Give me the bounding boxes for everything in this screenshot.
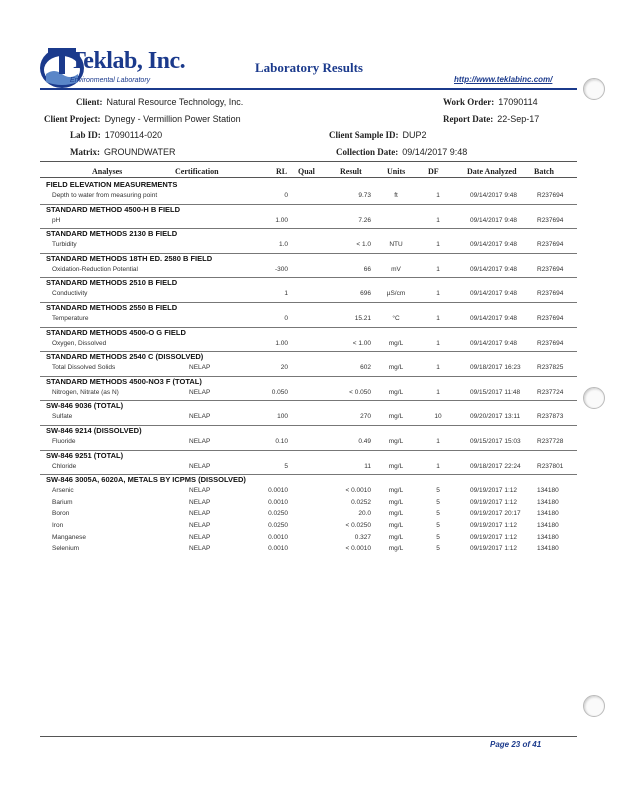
units-cell: mg/L xyxy=(388,462,404,470)
date-analyzed-cell: 09/14/2017 9:48 xyxy=(470,339,517,347)
analyte-cell: Depth to water from measuring point xyxy=(52,192,158,199)
section-title: SW-846 9214 (DISSOLVED) xyxy=(46,426,142,435)
df-cell: 1 xyxy=(436,364,440,372)
rl-cell: 0 xyxy=(284,315,288,322)
units-cell: mg/L xyxy=(388,388,404,396)
units-cell: ft xyxy=(394,192,398,199)
rl-cell: 1 xyxy=(284,290,288,298)
client-value: Natural Resource Technology, Inc. xyxy=(106,97,244,107)
rl-cell: 0.050 xyxy=(271,388,288,396)
page-title: Laboratory Results xyxy=(255,60,363,75)
analyte-cell: pH xyxy=(52,216,61,224)
df-cell: 1 xyxy=(436,192,440,199)
analyte-cell: Arsenic xyxy=(52,487,74,495)
batch-cell: R237694 xyxy=(537,241,564,249)
website-link[interactable]: http://www.teklabinc.com/ xyxy=(454,75,553,84)
section-title: SW-846 3005A, 6020A, METALS BY ICPMS (DISSOLVED) xyxy=(46,475,246,485)
header-rule xyxy=(40,88,577,90)
section-title: SW-846 9036 (TOTAL) xyxy=(46,401,124,411)
df-cell: 5 xyxy=(436,533,440,541)
units-cell: mg/L xyxy=(388,364,404,372)
client-sample-id-field xyxy=(329,130,427,140)
logo-subtitle: Environmental Laboratory xyxy=(70,77,151,84)
result-cell: < 0.0250 xyxy=(345,522,371,529)
section-title: STANDARD METHOD 4500-H B FIELD xyxy=(46,204,181,214)
col-qual: Qual xyxy=(298,167,315,176)
client-sample-id-label: Client Sample ID: xyxy=(329,130,399,140)
units-cell: mV xyxy=(391,265,401,273)
work-order-label: Work Order: xyxy=(443,97,495,107)
rl-cell: 20 xyxy=(280,364,288,372)
analyte-cell: Fluoride xyxy=(52,438,76,445)
units-cell: mg/L xyxy=(388,510,404,518)
col-df: DF xyxy=(428,167,439,176)
units-cell: mg/L xyxy=(388,413,404,421)
rl-cell: 0.0010 xyxy=(268,545,288,553)
result-cell: 11 xyxy=(364,462,371,470)
df-cell: 1 xyxy=(436,462,440,470)
analyte-cell: Temperature xyxy=(52,315,89,322)
result-cell: 20.0 xyxy=(358,510,371,518)
date-analyzed-cell: 09/19/2017 1:12 xyxy=(470,533,517,541)
punch-hole xyxy=(583,387,605,409)
analyte-cell: Selenium xyxy=(52,545,80,553)
analyte-cell: Barium xyxy=(52,498,73,506)
work-order-value: 17090114 xyxy=(498,97,538,107)
certification-cell: NELAP xyxy=(189,438,211,445)
collection-date-field xyxy=(336,147,467,157)
batch-cell: R237825 xyxy=(537,364,564,372)
date-analyzed-cell: 09/14/2017 9:48 xyxy=(470,290,517,298)
df-cell: 5 xyxy=(436,545,440,553)
matrix-label: Matrix: xyxy=(70,147,100,157)
col-analyses: Analyses xyxy=(92,167,123,176)
project-label: Client Project: xyxy=(44,114,101,124)
result-cell: < 1.00 xyxy=(352,339,371,347)
analyte-cell: Nitrogen, Nitrate (as N) xyxy=(52,388,119,396)
punch-hole xyxy=(583,695,605,717)
result-cell: 0.49 xyxy=(358,438,371,445)
df-cell: 1 xyxy=(436,216,440,224)
certification-cell: NELAP xyxy=(189,533,211,541)
rl-cell: 1.00 xyxy=(275,339,288,347)
rl-cell: 0.0010 xyxy=(268,533,288,541)
certification-cell: NELAP xyxy=(189,388,211,396)
analyte-cell: Oxygen, Dissolved xyxy=(52,339,107,347)
collection-date-label: Collection Date: xyxy=(336,147,399,157)
batch-cell: R237694 xyxy=(537,339,564,347)
rl-cell: 0.10 xyxy=(275,438,288,445)
section-title: STANDARD METHODS 18TH ED. 2580 B FIELD xyxy=(46,253,213,263)
certification-cell: NELAP xyxy=(189,413,211,421)
project-field xyxy=(44,114,241,124)
df-cell: 1 xyxy=(436,290,440,298)
result-cell: < 0.050 xyxy=(349,388,371,396)
date-analyzed-cell: 09/20/2017 13:11 xyxy=(470,413,521,421)
analyte-cell: Boron xyxy=(52,510,70,518)
result-cell: < 0.0010 xyxy=(345,545,371,553)
col-batch: Batch xyxy=(534,167,554,176)
result-cell: 696 xyxy=(360,290,371,298)
client-sample-id-value: DUP2 xyxy=(402,130,427,140)
certification-cell: NELAP xyxy=(189,522,211,529)
rl-cell: -300 xyxy=(274,265,288,273)
df-cell: 1 xyxy=(436,339,440,347)
units-cell: °C xyxy=(392,315,400,322)
col-certification: Certification xyxy=(175,167,219,176)
lab-id-value: 17090114-020 xyxy=(104,130,163,140)
certification-cell: NELAP xyxy=(189,498,211,506)
units-cell: mg/L xyxy=(388,487,404,495)
batch-cell: R237694 xyxy=(537,216,564,224)
report-date-value: 22-Sep-17 xyxy=(497,114,540,124)
units-cell: mg/L xyxy=(388,438,404,445)
batch-cell: R237694 xyxy=(537,265,564,273)
units-cell: mg/L xyxy=(388,339,404,347)
analyte-cell: Iron xyxy=(52,522,64,529)
result-cell: 7.26 xyxy=(358,216,371,224)
date-analyzed-cell: 09/14/2017 9:48 xyxy=(470,265,517,273)
analyte-cell: Total Dissolved Solids xyxy=(52,364,116,372)
column-header-rule xyxy=(40,177,577,178)
rl-cell: 0.0250 xyxy=(268,510,288,518)
rl-cell: 100 xyxy=(277,413,288,421)
date-analyzed-cell: 09/19/2017 20:17 xyxy=(470,510,521,518)
batch-cell: R237801 xyxy=(537,462,564,470)
section-title: STANDARD METHODS 2130 B FIELD xyxy=(46,229,178,239)
batch-cell: R237694 xyxy=(537,315,564,322)
result-cell: 0.327 xyxy=(354,533,371,541)
report-date-field xyxy=(443,114,539,124)
result-cell: 602 xyxy=(360,364,371,372)
rl-cell: 5 xyxy=(284,462,288,470)
analyte-cell: Chloride xyxy=(52,462,77,470)
section-title: STANDARD METHODS 4500-NO3 F (TOTAL) xyxy=(46,376,202,386)
result-cell: < 0.0010 xyxy=(345,487,371,495)
col-rl: RL xyxy=(276,167,288,176)
lab-id-label: Lab ID: xyxy=(70,130,101,140)
df-cell: 1 xyxy=(436,388,440,396)
batch-cell: 134180 xyxy=(537,533,559,541)
certification-cell: NELAP xyxy=(189,364,211,372)
result-cell: 270 xyxy=(360,413,371,421)
units-cell: NTU xyxy=(389,241,403,249)
rl-cell: 0.0010 xyxy=(268,487,288,495)
footer-rule xyxy=(40,736,577,737)
section-title: SW-846 9251 (TOTAL) xyxy=(46,450,124,460)
date-analyzed-cell: 09/19/2017 1:12 xyxy=(470,545,517,553)
batch-cell: 134180 xyxy=(537,545,559,553)
analyte-cell: Manganese xyxy=(52,533,86,541)
result-cell: 66 xyxy=(363,265,371,273)
units-cell: mg/L xyxy=(388,522,404,529)
col-result: Result xyxy=(340,167,362,176)
df-cell: 1 xyxy=(436,315,440,322)
certification-cell: NELAP xyxy=(189,487,211,495)
section-title: STANDARD METHODS 2510 B FIELD xyxy=(46,278,178,288)
batch-cell: R237873 xyxy=(537,413,564,421)
date-analyzed-cell: 09/14/2017 9:48 xyxy=(470,192,517,199)
matrix-field xyxy=(70,147,175,157)
batch-cell: R237694 xyxy=(537,290,564,298)
collection-date-value: 09/14/2017 9:48 xyxy=(402,147,468,157)
date-analyzed-cell: 09/19/2017 1:12 xyxy=(470,522,517,529)
section-title: FIELD ELEVATION MEASUREMENTS xyxy=(46,180,178,189)
rl-cell: 1.0 xyxy=(278,241,288,249)
page-number: Page 23 of 41 xyxy=(490,740,542,749)
certification-cell: NELAP xyxy=(189,510,211,518)
analyte-cell: Conductivity xyxy=(52,290,88,298)
result-cell: 15.21 xyxy=(354,315,371,322)
units-cell: µS/cm xyxy=(386,290,406,298)
punch-hole xyxy=(583,78,605,100)
batch-cell: R237724 xyxy=(537,388,564,396)
result-cell: 0.0252 xyxy=(351,498,371,506)
client-field xyxy=(76,97,243,107)
batch-cell: 134180 xyxy=(537,498,559,506)
units-cell: mg/L xyxy=(388,545,404,553)
col-date-analyzed: Date Analyzed xyxy=(467,167,517,176)
df-cell: 1 xyxy=(436,438,440,445)
info-rule xyxy=(40,161,577,162)
df-cell: 10 xyxy=(434,413,442,421)
section-title: STANDARD METHODS 2550 B FIELD xyxy=(46,303,178,312)
logo-text: Teklab, Inc. xyxy=(70,48,186,74)
date-analyzed-cell: 09/18/2017 22:24 xyxy=(470,462,521,470)
certification-cell: NELAP xyxy=(189,462,211,470)
matrix-value: GROUNDWATER xyxy=(103,147,176,157)
rl-cell: 0 xyxy=(284,192,288,199)
date-analyzed-cell: 09/14/2017 9:48 xyxy=(470,216,517,224)
df-cell: 5 xyxy=(436,487,440,495)
rl-cell: 1.00 xyxy=(275,216,288,224)
report-date-label: Report Date: xyxy=(443,114,494,124)
analyte-cell: Sulfate xyxy=(52,413,73,421)
df-cell: 1 xyxy=(436,265,440,273)
batch-cell: 134180 xyxy=(537,510,559,518)
date-analyzed-cell: 09/18/2017 16:23 xyxy=(470,364,521,372)
df-cell: 5 xyxy=(436,510,440,518)
section-title: STANDARD METHODS 2540 C (DISSOLVED) xyxy=(46,352,204,362)
section-title: STANDARD METHODS 4500-O G FIELD xyxy=(46,327,186,337)
df-cell: 5 xyxy=(436,498,440,506)
batch-cell: R237728 xyxy=(537,438,564,445)
result-cell: < 1.0 xyxy=(356,241,371,249)
client-label: Client: xyxy=(76,97,103,107)
date-analyzed-cell: 09/19/2017 1:12 xyxy=(470,487,517,495)
certification-cell: NELAP xyxy=(189,545,211,553)
batch-cell: 134180 xyxy=(537,522,559,529)
df-cell: 5 xyxy=(436,522,440,529)
lab-id-field xyxy=(70,130,162,140)
df-cell: 1 xyxy=(436,241,440,249)
date-analyzed-cell: 09/14/2017 9:48 xyxy=(470,315,517,322)
date-analyzed-cell: 09/19/2017 1:12 xyxy=(470,498,517,506)
analyte-cell: Oxidation-Reduction Potential xyxy=(52,265,138,273)
units-cell: mg/L xyxy=(388,533,404,541)
batch-cell: R237694 xyxy=(537,192,564,199)
date-analyzed-cell: 09/14/2017 9:48 xyxy=(470,241,517,249)
rl-cell: 0.0250 xyxy=(268,522,288,529)
work-order-field xyxy=(443,97,538,107)
batch-cell: 134180 xyxy=(537,487,559,495)
date-analyzed-cell: 09/15/2017 15:03 xyxy=(470,438,521,445)
col-units: Units xyxy=(387,167,406,176)
date-analyzed-cell: 09/15/2017 11:48 xyxy=(470,388,521,396)
units-cell: mg/L xyxy=(388,498,404,506)
rl-cell: 0.0010 xyxy=(268,498,288,506)
project-value: Dynegy - Vermillion Power Station xyxy=(104,114,241,124)
result-cell: 9.73 xyxy=(358,192,371,199)
analyte-cell: Turbidity xyxy=(52,241,77,249)
